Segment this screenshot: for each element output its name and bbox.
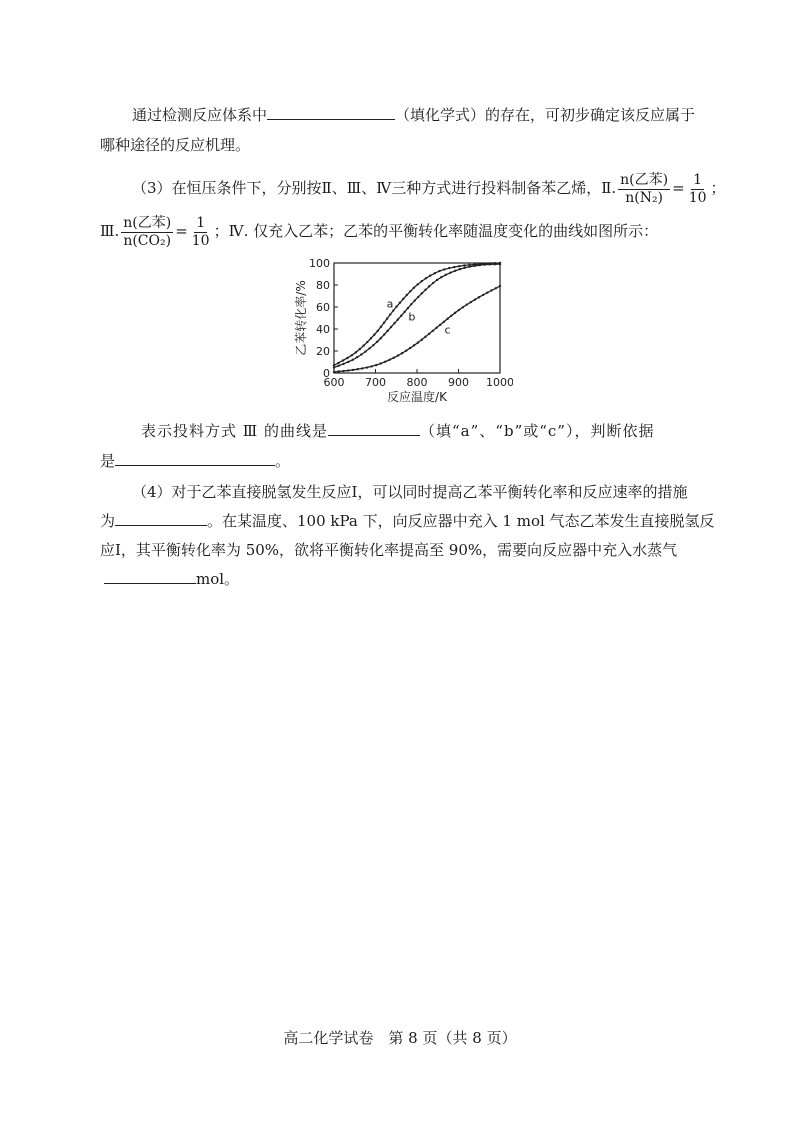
series-marker-c: [446, 318, 448, 320]
answer-blank-measure[interactable]: [115, 511, 207, 526]
series-marker-c: [450, 315, 452, 317]
answer-blank-steam-amount[interactable]: [104, 569, 196, 584]
x-tick-label: 800: [406, 376, 428, 389]
series-marker-c: [424, 336, 426, 338]
q3-basis-end: 。: [275, 452, 291, 470]
series-marker-a: [342, 359, 344, 361]
series-marker-c: [356, 368, 358, 370]
q3-question-text: 表示投料方式 Ⅲ 的曲线是: [141, 422, 329, 440]
series-marker-a: [362, 344, 364, 346]
series-marker-a: [399, 302, 401, 304]
series-marker-a: [373, 333, 375, 335]
series-marker-b: [338, 364, 340, 366]
series-marker-c: [490, 289, 492, 291]
conversion-chart-svg: [293, 255, 513, 405]
series-marker-b: [489, 263, 491, 265]
series-marker-a: [409, 290, 411, 292]
series-marker-a: [370, 337, 372, 339]
fraction-iii: [121, 215, 173, 250]
series-marker-a: [366, 341, 368, 343]
conversion-chart: [293, 255, 513, 405]
series-marker-b: [403, 311, 405, 313]
series-marker-a: [413, 287, 415, 289]
series-marker-a: [434, 272, 436, 274]
series-marker-c: [338, 370, 340, 372]
fraction-denominator: 10: [191, 232, 210, 249]
q4-line3: 应Ⅰ，其平衡转化率为 50%，欲将平衡转化率提高至 90%，需要向反应器中充入水蒸气: [100, 541, 678, 559]
y-axis-label: 乙苯转化率/%: [294, 280, 308, 356]
series-marker-b: [494, 263, 496, 265]
fraction-one-tenth-a: [687, 172, 709, 207]
series-marker-c: [401, 352, 403, 354]
x-axis-label: 反应温度/K: [387, 390, 447, 404]
series-marker-a: [417, 283, 419, 285]
series-marker-b: [479, 264, 481, 266]
q4-line2-tail: 。在某温度、100 kPa 下，向反应器中充入 1 mol 气态乙苯发生直接脱氢反: [207, 512, 715, 530]
series-marker-c: [478, 296, 480, 298]
series-marker-b: [417, 296, 419, 298]
q4-line1: （4）对于乙苯直接脱氢发生反应Ⅰ，可以同时提高乙苯平衡转化率和反应速率的措施: [132, 483, 688, 501]
series-marker-c: [495, 287, 497, 289]
series-marker-a: [395, 305, 397, 307]
page-footer: 高二化学试卷 第 8 页（共 8 页）: [283, 1029, 517, 1047]
series-marker-b: [410, 303, 412, 305]
y-tick-label: 0: [323, 367, 330, 380]
series-marker-b: [400, 315, 402, 317]
series-marker-b: [356, 356, 358, 358]
series-marker-b: [347, 361, 349, 363]
series-marker-a: [383, 322, 385, 324]
series-marker-b: [360, 353, 362, 355]
series-marker-c: [417, 341, 419, 343]
series-marker-c: [333, 371, 335, 373]
series-marker-a: [337, 362, 339, 364]
fraction-ii: [618, 172, 670, 207]
series-marker-c: [466, 303, 468, 305]
series-marker-c: [499, 285, 501, 287]
series-marker-b: [421, 292, 423, 294]
series-marker-c: [405, 349, 407, 351]
series-marker-c: [432, 330, 434, 332]
separator: ；: [710, 179, 726, 197]
fraction-iii-numerator: n(乙苯): [123, 214, 172, 231]
series-marker-a: [448, 267, 450, 269]
series-marker-b: [393, 322, 395, 324]
series-marker-b: [474, 265, 476, 267]
answer-blank-curve[interactable]: [328, 421, 420, 436]
series-marker-b: [484, 263, 486, 265]
series-marker-c: [370, 365, 372, 367]
series-marker-c: [435, 327, 437, 329]
series-marker-c: [361, 367, 363, 369]
series-marker-c: [384, 361, 386, 363]
series-marker-b: [368, 347, 370, 349]
equals-sign: =: [175, 222, 188, 240]
series-marker-c: [352, 369, 354, 371]
series-marker-b: [364, 350, 366, 352]
q2-text-before: 通过检测反应体系中: [132, 106, 268, 124]
series-marker-c: [413, 344, 415, 346]
series-marker-b: [440, 276, 442, 278]
fraction-iii-denominator: n(CO₂): [123, 232, 172, 249]
series-label-b: b: [408, 310, 416, 324]
series-marker-b: [333, 366, 335, 368]
fraction-numerator: 1: [196, 214, 206, 231]
y-tick-label: 100: [309, 257, 330, 270]
series-marker-c: [409, 347, 411, 349]
series-marker-b: [449, 271, 451, 273]
series-marker-b: [380, 337, 382, 339]
series-marker-c: [366, 366, 368, 368]
series-marker-b: [352, 359, 354, 361]
fraction-one-tenth-b: [190, 215, 212, 250]
equals-sign: =: [672, 179, 685, 197]
series-marker-b: [436, 279, 438, 281]
series-marker-c: [379, 362, 381, 364]
q3-basis: [100, 450, 290, 472]
series-marker-a: [429, 274, 431, 276]
series-marker-a: [453, 266, 455, 268]
series-marker-b: [372, 344, 374, 346]
series-marker-b: [499, 263, 501, 265]
q3-line2-tail: ；Ⅳ. 仅充入乙苯；乙苯的平衡转化率随温度变化的曲线如图所示：: [213, 222, 659, 240]
series-marker-c: [393, 357, 395, 359]
x-tick-label: 700: [365, 376, 386, 389]
answer-blank-basis[interactable]: [115, 451, 275, 466]
series-line-a: [334, 263, 500, 365]
series-marker-b: [464, 267, 466, 269]
series-marker-b: [386, 330, 388, 332]
y-tick-label: 20: [316, 345, 330, 358]
answer-blank-formula[interactable]: [267, 105, 395, 120]
q4-line4-unit: mol。: [196, 570, 240, 588]
series-marker-b: [445, 274, 447, 276]
q3-intro: （3）在恒压条件下，分别按Ⅱ、Ⅲ、Ⅳ三种方式进行投料制备苯乙烯，Ⅱ.: [132, 179, 617, 197]
fraction-numerator: 1: [693, 171, 703, 188]
series-marker-b: [424, 289, 426, 291]
series-marker-c: [470, 301, 472, 303]
series-marker-b: [459, 268, 461, 270]
series-marker-a: [402, 298, 404, 300]
series-marker-c: [486, 291, 488, 293]
series-marker-b: [407, 307, 409, 309]
series-marker-b: [390, 326, 392, 328]
series-marker-a: [346, 357, 348, 359]
series-marker-b: [454, 270, 456, 272]
series-marker-c: [439, 324, 441, 326]
series-marker-a: [380, 326, 382, 328]
q3-question: [141, 420, 654, 442]
q4-line2: [100, 510, 715, 532]
y-tick-label: 40: [316, 323, 330, 336]
series-marker-b: [432, 282, 434, 284]
series-marker-c: [454, 312, 456, 314]
q3-line1: [132, 170, 726, 207]
y-tick-label: 80: [316, 279, 330, 292]
series-marker-a: [351, 354, 353, 356]
series-marker-c: [482, 294, 484, 296]
series-marker-b: [428, 285, 430, 287]
fraction-ii-numerator: n(乙苯): [620, 171, 669, 188]
series-line-b: [334, 264, 500, 367]
series-marker-c: [375, 364, 377, 366]
series-marker-a: [425, 277, 427, 279]
series-marker-a: [463, 264, 465, 266]
q4-line2-text: 为: [100, 512, 116, 530]
q3-line2: [100, 213, 658, 250]
series-marker-a: [458, 265, 460, 267]
q4-line4: [104, 568, 239, 590]
series-marker-c: [474, 298, 476, 300]
series-marker-b: [376, 341, 378, 343]
q3-question-tail: （填“a”、“b”或“c”），判断依据: [420, 422, 655, 440]
series-marker-c: [428, 333, 430, 335]
series-label-a: a: [386, 297, 394, 311]
q3-basis-text: 是: [100, 452, 116, 470]
x-tick-label: 600: [323, 376, 345, 389]
q2-text-after: （填化学式）的存在，可初步确定该反应属于: [395, 106, 696, 124]
x-tick-label: 900: [448, 376, 469, 389]
series-marker-a: [377, 330, 379, 332]
series-marker-c: [458, 309, 460, 311]
series-marker-a: [359, 348, 361, 350]
series-marker-b: [397, 318, 399, 320]
q2-line1: [132, 104, 695, 126]
series-label-c: c: [444, 323, 451, 337]
series-marker-a: [421, 280, 423, 282]
series-marker-a: [355, 351, 357, 353]
series-marker-c: [347, 369, 349, 371]
mode-iii-label: Ⅲ.: [100, 222, 120, 240]
fraction-denominator: 10: [688, 189, 707, 206]
series-marker-b: [469, 265, 471, 267]
series-marker-b: [383, 333, 385, 335]
series-marker-a: [438, 270, 440, 272]
series-marker-b: [414, 299, 416, 301]
series-marker-a: [406, 294, 408, 296]
series-marker-a: [386, 317, 388, 319]
x-tick-label: 1000: [486, 376, 513, 389]
series-marker-c: [421, 339, 423, 341]
series-marker-a: [443, 268, 445, 270]
series-marker-c: [342, 370, 344, 372]
series-marker-c: [397, 354, 399, 356]
y-tick-label: 60: [316, 301, 330, 314]
series-marker-c: [462, 306, 464, 308]
q2-line2: 哪种途径的反应机理。: [100, 136, 251, 154]
series-marker-a: [389, 313, 391, 315]
series-marker-b: [342, 363, 344, 365]
series-marker-c: [388, 359, 390, 361]
fraction-ii-denominator: n(N₂): [625, 189, 664, 206]
series-marker-a: [333, 364, 335, 366]
